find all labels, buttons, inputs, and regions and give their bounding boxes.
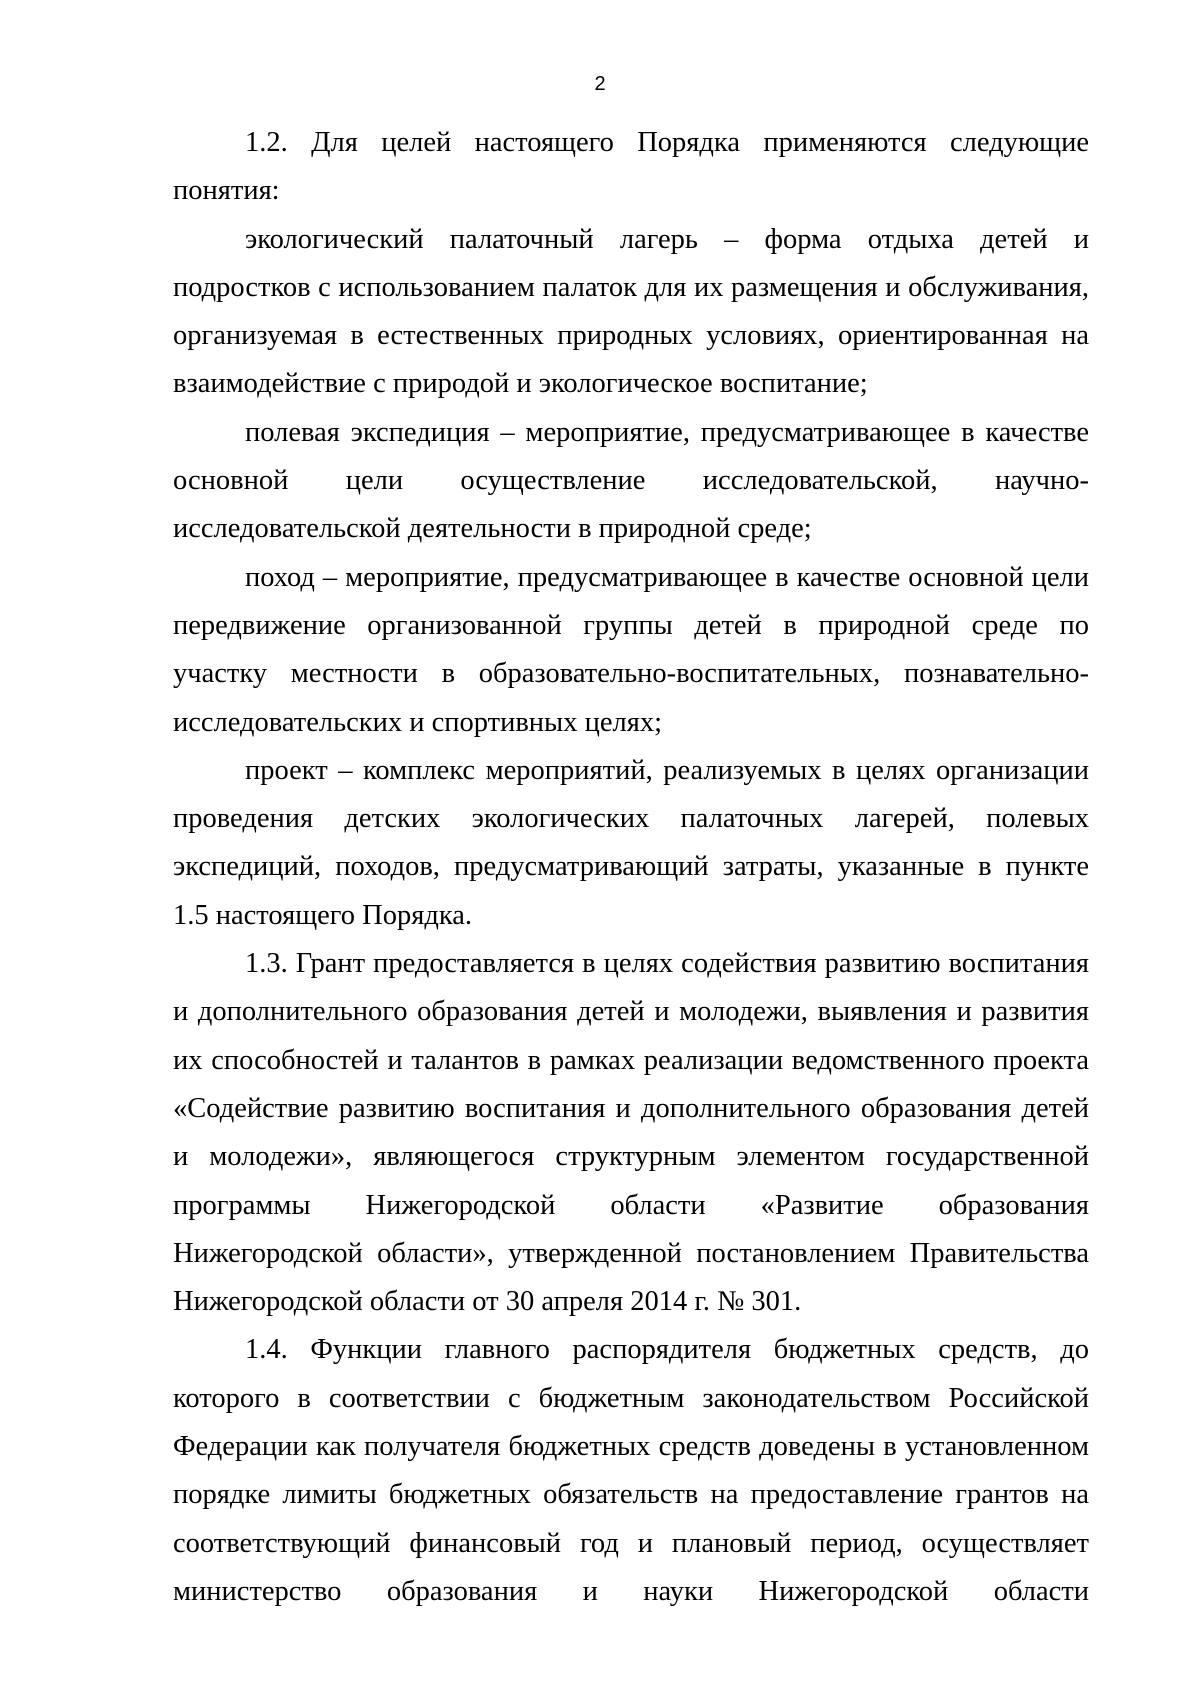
paragraph-hike-definition: поход – мероприятие, предусматривающее в качестве основной цели передвижение организованной группы детей в природной среде по участку местности в образовательно-воспитательных, познавательно-исследовательских и спортивных целях; — [173, 561, 1089, 738]
page-number: 2 — [594, 73, 606, 95]
paragraph-1-2-definitions-intro: 1.2. Для целей настоящего Порядка применяются следующие понятия: — [173, 127, 1089, 207]
paragraph-field-expedition-definition: полевая экспедиция – мероприятие, предусматривающее в качестве основной цели осуществление исследовательской, научно-исследовательской деятельности в природной среде; — [173, 416, 1089, 545]
paragraph-1-3-grant-purpose: 1.3. Грант предоставляется в целях содействия развитию воспитания и дополнительного образования детей и молодежи, выявления и развития их способностей и талантов в рамках реализации ведомственного проекта «Содействие развитию воспитания и дополнительного образования детей и молодежи», являющегося структурным элементом государственной программы Нижегородской области «Развитие образования Нижегородской области», утвержденной постановлением Правительства Нижегородской области от 30 апреля 2014 г. № 301. — [173, 948, 1089, 1318]
paragraph-eco-tent-camp-definition: экологический палаточный лагерь – форма отдыха детей и подростков с использованием палаток для их размещения и обслуживания, организуемая в естественных природных условиях, ориентированная на взаимодействие с природой и экологическое воспитание; — [173, 223, 1089, 400]
paragraph-project-definition: проект – комплекс мероприятий, реализуемых в целях организации проведения детских экологических палаточных лагерей, полевых экспедиций, походов, предусматривающий затраты, указанные в пункте 1.5 настоящего Порядка. — [173, 754, 1089, 931]
document-body — [173, 119, 1089, 1616]
paragraph-1-4-budget-functions: 1.4. Функции главного распорядителя бюджетных средств, до которого в соответствии с бюджетным законодательством Российской Федерации как получателя бюджетных средств доведены в установленном порядке лимиты бюджетных обязательств на предоставление грантов на соответствующий финансовый год и плановый период, осуществляет министерство образования и науки Нижегородской области — [173, 1334, 1089, 1607]
